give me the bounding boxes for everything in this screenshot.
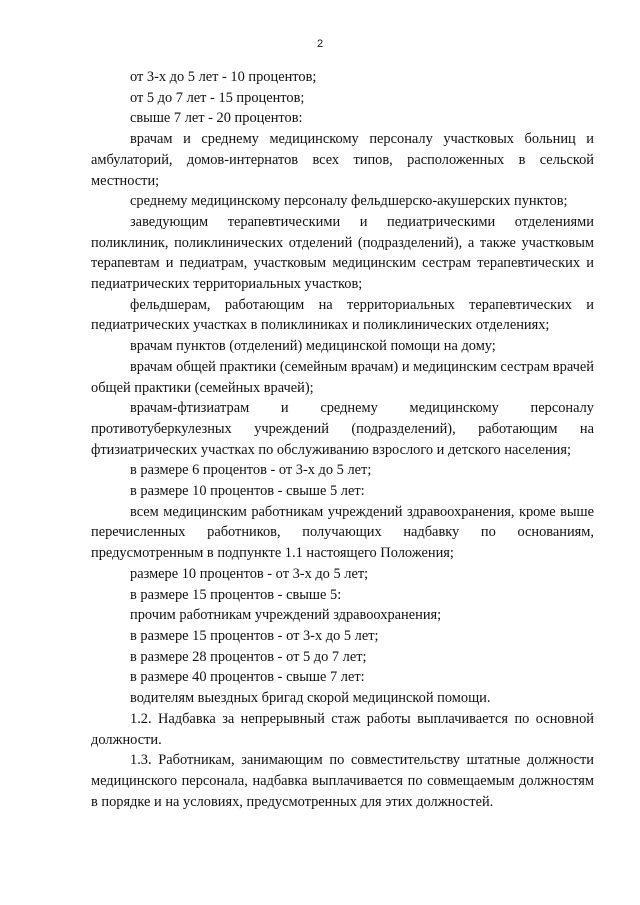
paragraph: размере 10 процентов - от 3-х до 5 лет;: [130, 565, 369, 582]
paragraph: в размере 15 процентов - от 3-х до 5 лет;: [130, 627, 379, 644]
paragraph: 1.3. Работникам, занимающим по совместительству штатные должности медицинского персонала, надбавка выплачивается по совмещаемым должностям в порядке и на условиях, предусмотренных для этих должностей.: [91, 752, 594, 810]
paragraph: от 3-х до 5 лет - 10 процентов;: [130, 69, 317, 85]
paragraph: в размере 6 процентов - от 3-х до 5 лет;: [130, 462, 372, 479]
paragraph: фельдшерам, работающим на территориальных терапевтических и педиатрических участках в поликлиниках и поликлинических отделениях;: [91, 296, 594, 334]
paragraph: в размере 15 процентов - свыше 5:: [130, 586, 342, 603]
document-body: [91, 67, 594, 812]
paragraph: водителям выездных бригад скорой медицинской помощи.: [130, 690, 491, 707]
paragraph: среднему медицинскому персоналу фельдшерско-акушерских пунктов;: [130, 193, 568, 210]
paragraph: врачам-фтизиатрам и среднему медицинскому персоналу противотуберкулезных учреждений (подразделений), работающим на фтизиатрических участках по обслуживанию взрослого и детского населения;: [91, 400, 594, 458]
paragraph: в размере 10 процентов - свыше 5 лет:: [130, 483, 365, 500]
paragraph: в размере 40 процентов - свыше 7 лет:: [130, 669, 365, 686]
paragraph: врачам пунктов (отделений) медицинской помощи на дому;: [130, 338, 496, 355]
paragraph: прочим работникам учреждений здравоохранения;: [130, 607, 442, 624]
page-number: 2: [316, 38, 324, 50]
paragraph: всем медицинским работникам учреждений здравоохранения, кроме выше перечисленных работников, получающих надбавку по основаниям, предусмотренным в подпункте 1.1 настоящего Положения;: [91, 503, 594, 562]
paragraph: заведующим терапевтическими и педиатрическими отделениями поликлиник, поликлинических отделений (подразделений), а также участковым терапевтам и педиатрам, участковым медицинским сестрам терапевтических и педиатрических территориальных участков;: [91, 213, 594, 293]
paragraph: врачам общей практики (семейным врачам) и медицинским сестрам врачей общей практики (семейных врачей);: [91, 358, 594, 396]
paragraph: свыше 7 лет - 20 процентов:: [130, 110, 303, 127]
paragraph: от 5 до 7 лет - 15 процентов;: [130, 89, 305, 106]
paragraph: 1.2. Надбавка за непрерывный стаж работы выплачивается по основной должности.: [91, 710, 594, 748]
paragraph: в размере 28 процентов - от 5 до 7 лет;: [130, 648, 367, 665]
paragraph: врачам и среднему медицинскому персоналу участковых больниц и амбулаторий, домов-интернатов всех типов, расположенных в сельской местности;: [91, 131, 594, 189]
